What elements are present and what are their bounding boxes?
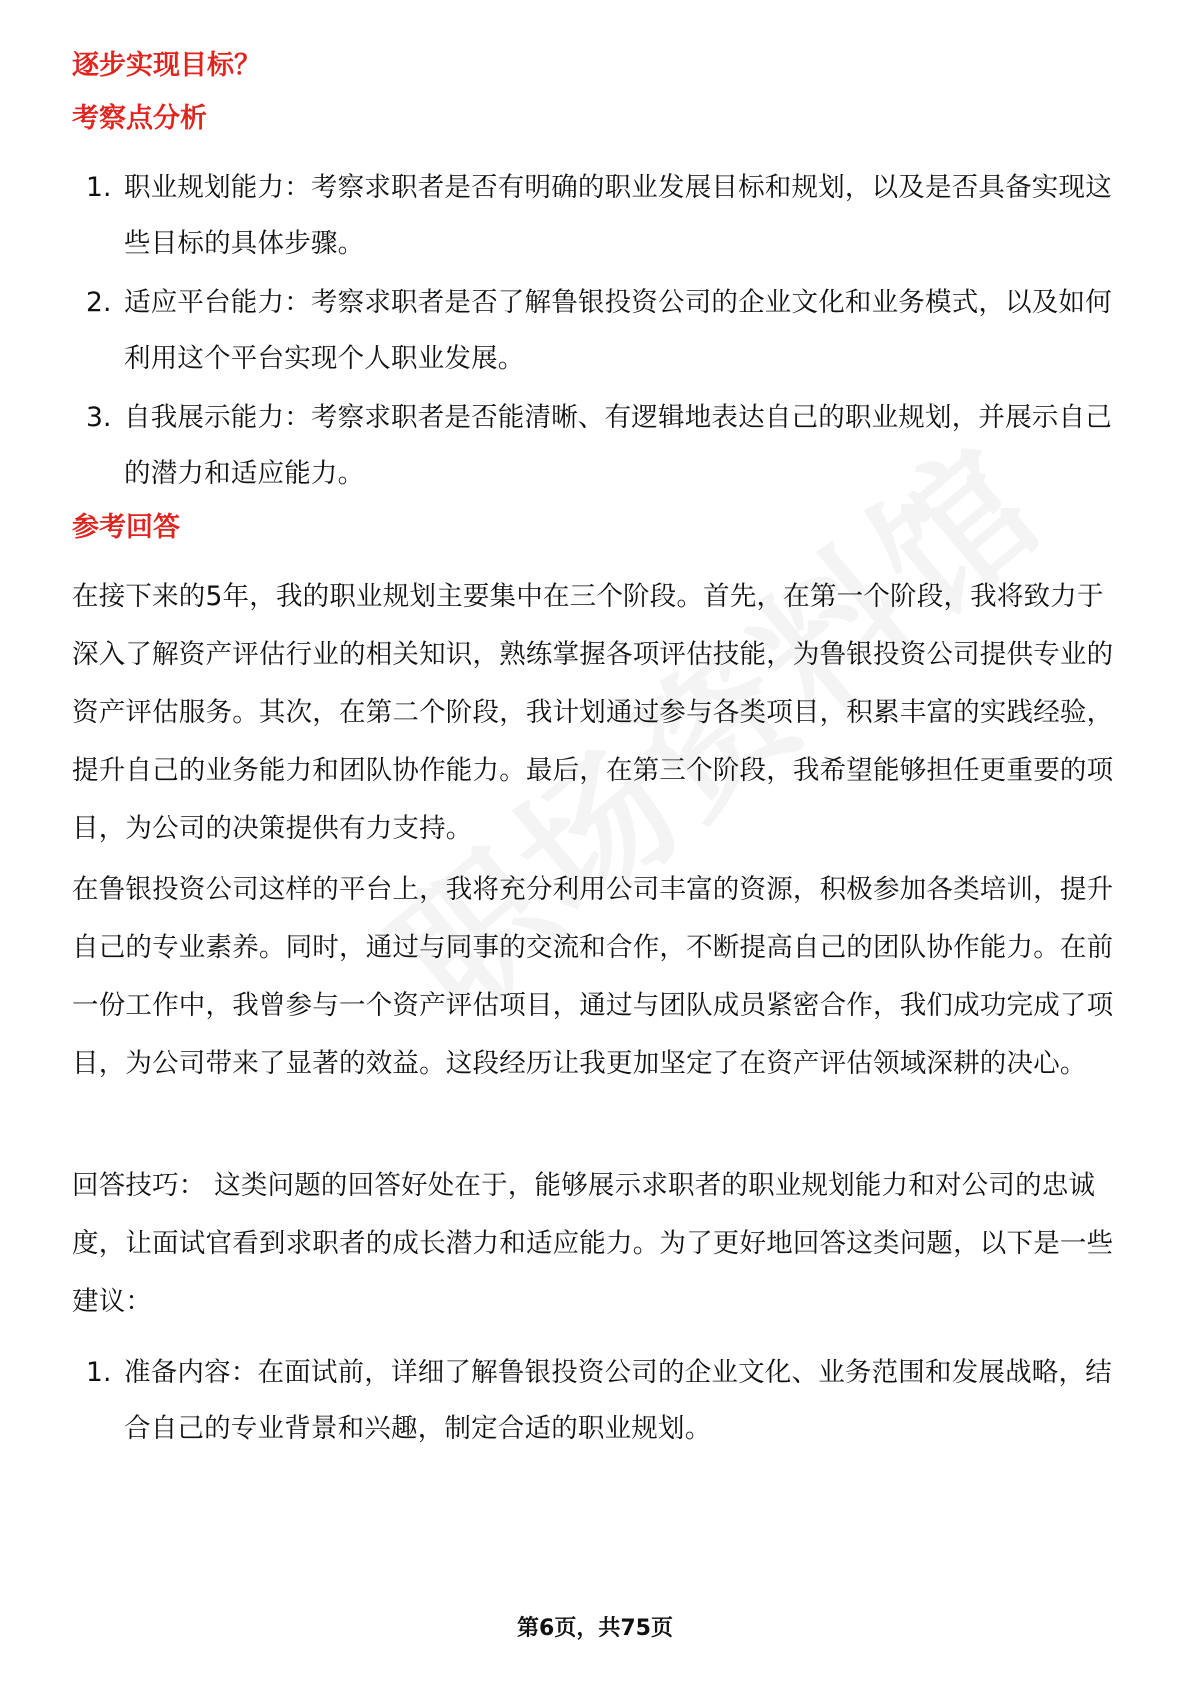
list-number: 2. bbox=[86, 287, 112, 318]
tips-list bbox=[72, 1345, 1122, 1460]
list-number: 1. bbox=[86, 172, 112, 203]
analysis-list bbox=[72, 160, 1122, 505]
list-item-text: 准备内容：在面试前，详细了解鲁银投资公司的企业文化、业务范围和发展战略，结合自己的专业背景和兴趣，制定合适的职业规划。 bbox=[124, 1357, 1112, 1444]
list-number: 3. bbox=[86, 402, 112, 433]
list-item bbox=[72, 275, 1122, 387]
answer-paragraph: 在接下来的5年，我的职业规划主要集中在三个阶段。首先，在第一个阶段，我将致力于深入了解资产评估行业的相关知识，熟练掌握各项评估技能，为鲁银投资公司提供专业的资产评估服务。其次，在第二个阶段，我计划通过参与各类项目，积累丰富的实践经验，提升自己的业务能力和团队协作能力。最后，在第三个阶段，我希望能够担任更重要的项目，为公司的决策提供有力支持。 bbox=[72, 581, 1114, 844]
list-item bbox=[72, 160, 1122, 272]
list-item bbox=[72, 390, 1122, 502]
list-item-text: 职业规划能力：考察求职者是否有明确的职业发展目标和规划，以及是否具备实现这些目标的具体步骤。 bbox=[124, 172, 1112, 259]
answer-tips-paragraph: 回答技巧： 这类问题的回答好处在于，能够展示求职者的职业规划能力和对公司的忠诚度，让面试官看到求职者的成长潜力和适应能力。为了更好地回答这类问题，以下是一些建议： bbox=[72, 1170, 1114, 1317]
answer-paragraph: 在鲁银投资公司这样的平台上，我将充分利用公司丰富的资源，积极参加各类培训，提升自己的专业素养。同时，通过与同事的交流和合作，不断提高自己的团队协作能力。在前一份工作中，我曾参与一个资产评估项目，通过与团队成员紧密合作，我们成功完成了项目，为公司带来了显著的效益。这段经历让我更加坚定了在资产评估领域深耕的决心。 bbox=[72, 874, 1114, 1079]
reference-answer-heading: 参考回答 bbox=[72, 512, 180, 543]
list-item-text: 适应平台能力：考察求职者是否了解鲁银投资公司的企业文化和业务模式，以及如何利用这个平台实现个人职业发展。 bbox=[124, 287, 1112, 374]
list-number: 1. bbox=[86, 1357, 112, 1388]
list-item bbox=[72, 1345, 1122, 1457]
page-footer: 第6页，共75页 bbox=[517, 1616, 673, 1641]
question-title-continuation: 逐步实现目标？ bbox=[72, 50, 261, 81]
list-item-text: 自我展示能力：考察求职者是否能清晰、有逻辑地表达自己的职业规划，并展示自己的潜力和适应能力。 bbox=[124, 402, 1112, 489]
analysis-heading: 考察点分析 bbox=[72, 103, 207, 134]
